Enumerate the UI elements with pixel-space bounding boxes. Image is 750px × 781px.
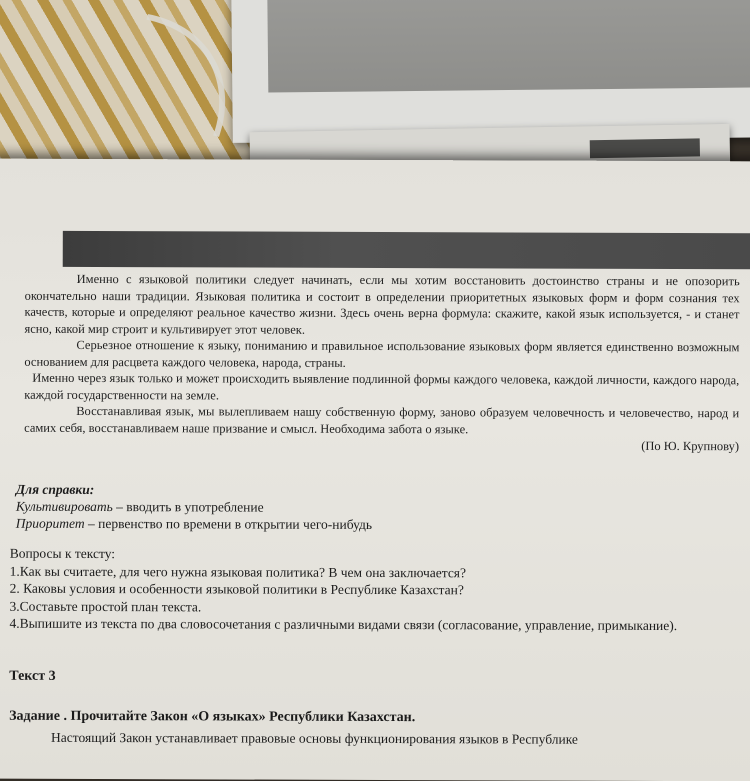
questions-block [9,545,737,635]
photo-print [267,0,750,93]
reference-term: Приоритет [15,515,85,531]
law-text: Настоящий Закон устанавливает правовые основы функционирования языков в Республике [51,729,578,747]
question-item: 2. Каковы условия и особенности языковой политики в Республике Казахстан? [9,580,464,598]
question-item: 3.Составьте простой план текста. [9,598,202,614]
reference-heading: Для справки: [15,481,95,498]
reference-term: Культивировать [15,498,113,515]
header-bar [63,231,750,269]
paragraph: Серьезное отношение к языку, пониманию и правильное использование языковых форм является единственно возможным основанием для расцвета каждого человека, народа, страны. [24,337,740,370]
reference-block [16,481,736,535]
dark-strip [590,138,700,158]
text3-title: Текст 3 [9,668,56,684]
paper-sheet-top [231,0,750,143]
paragraph: Именно через язык только и может происходить выявление подлинной формы каждого человека, каждой личности, каждого народа, каждой государственности на земле. [24,370,740,402]
reference-item [16,515,736,535]
main-text [24,271,740,455]
questions-heading: Вопросы к тексту: [9,545,116,562]
reference-definition: – первенство по времени в открытии чего-нибудь [84,515,373,532]
paragraph: Восстанавливая язык, мы вылепливаем нашу собственную форму, заново образуем человечность и человечество, народ и самих себя, восстанавливаем наше призвание и смысл. Необходима забота о языке. [24,403,740,436]
reference-definition: – вводить в употребление [112,499,264,515]
question-item: 4.Выпишите из текста по два словосочетания с различными видами связи (согласование, управление, примыкание). [9,615,678,634]
author: (По Ю. Крупнову) [641,438,740,454]
paragraph: Именно с языковой политики следует начинать, если мы хотим восстановить достоинство страны и не опозорить окончательно наши традиции. Языковая политика и состоит в определении приоритетных языковых форм и форм сознания тех качеств, которые и определяют реальное качество жизни. Здесь очень верна формула: скажите, какой язык используется, - и станет ясно, какой мир строит и культивирует этот человек. [24,271,740,337]
task-heading: Задание . Прочитайте Закон «О языках» Республики Казахстан. [9,708,416,726]
question-item: 1.Как вы считаете, для чего нужна языковая политика? В чем она заключается? [9,563,467,580]
paper-sheet-main [0,159,750,781]
